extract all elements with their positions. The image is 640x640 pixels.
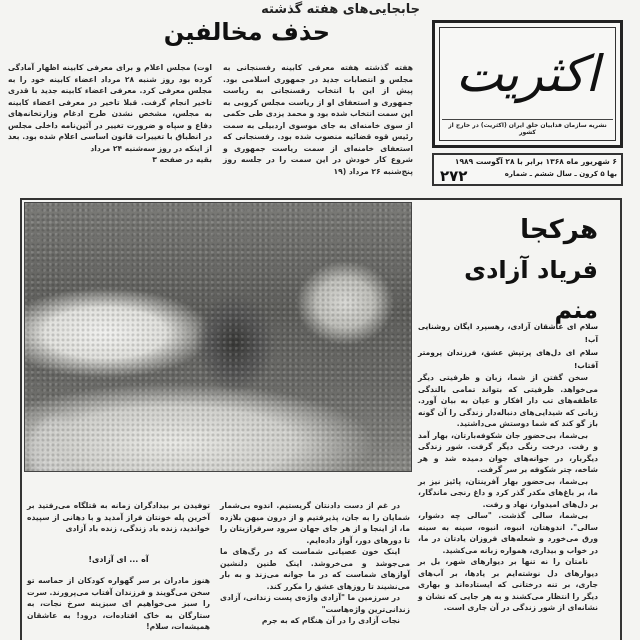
- feature-exclamation: آه ... ای آزادی!: [88, 555, 149, 564]
- feature-left-column-a: [27, 500, 210, 535]
- paragraph: سخن گفتن از شما، زبان و ظرفیتی دیگر می‌خواهد. ظرفیتی که بتواند تمامی بالندگی عاطفه‌های تب دار افکار و عیان به بیان آورد. زبانی که شیدایی‌های دنباله‌دار زندگی را آن گونه باز گو کند که شما دوستش می‌داشتید.: [418, 373, 598, 428]
- dateline-date: ۶ شهریور ماه ۱۳۶۸ برابر با ۲۸ آگوست ۱۹۸۹: [454, 157, 617, 166]
- article-column-2: [8, 62, 212, 166]
- photo-grain: [25, 203, 411, 471]
- issue-number: ۲۷۲: [440, 167, 468, 185]
- feature-title-line-1: هرکجا: [520, 215, 598, 245]
- article-column-1: [223, 62, 413, 177]
- paragraph: نامتان را نه تنها بر دیوارهای شهر، بل بر دیوارهای دل نوشته‌ایم بر یادها، بر آب‌های جاری، بر تنه درختانی که ایستاده‌اند و بهاری دیگر را انتظار می‌کشند و به هر جایی که نشان و نشانه‌ای از شور زندگی در آن جاری است.: [418, 557, 598, 612]
- paragraph: بی‌شما، سالی گذشت. "سالی چه دشوار، سالی". اندوهتان، انبوه، انبوه، سینه به سینه ورق می‌خورد و شعله‌های فروزان یادتان در ما، در خواب و بیداری، همواره زبانه می‌کشید.: [418, 511, 598, 555]
- paragraph: اینک خون عصیانی شماست که در رگ‌های ما می‌جوشد و می‌خروشد. اینک طنین دلنشین آوازهای شماست که در ما جوانه می‌زند و به بار می‌نشیند تا روزهای عشق را مکرر کند.: [220, 547, 410, 591]
- masthead: [432, 20, 623, 148]
- feature-middle-column: [220, 500, 410, 627]
- paragraph: هنوز مادران بر سر گهواره کودکان از حماسه تو سخن می‌گویند و فرزندان آفتاب می‌پرورند. سرت را سبز می‌خواهیم ای سبزینه سرخ نجات، به ستارگان به خاک افتاده‌ات، درود! به عاشقان همیشه‌ات، سلام!: [27, 576, 210, 631]
- paragraph: بی‌شما، بی‌حضور بهار آفرینتان، پائیز نیز بر ما، بر باغ‌های مکدر گذر کرد و داغ رنجی ماندگار، بر دل‌های امیدوار، نهاد و رفت.: [418, 476, 598, 509]
- feature-salutation: [418, 320, 598, 372]
- masthead-subtitle: نشریه سازمان فداییان خلق ایران (اکثریت) در خارج از کشور: [442, 119, 613, 136]
- feature-left-column-b: [27, 575, 210, 633]
- salutation-line-1: سلام ای عاشقان آزادی، رهسپرد ایگان روشنایی آب!: [418, 322, 598, 344]
- newspaper-logo: اکثریت: [455, 45, 600, 103]
- continued-note: بقیه در صفحه ۳: [152, 155, 212, 164]
- article-headline: حذف مخالفین: [163, 18, 330, 46]
- paragraph: بی‌شما، بی‌حضور جان شکوفه‌بارتان، بهار آمد و رفت. درخت رنگی دیگر گرفت. شور زندگی دیگربار، در جوانه‌های جوان دمیده شد و هر شاخه، چتر شکوفه بر سر گرفت.: [418, 430, 598, 474]
- paragraph: توفیدن بر بیدادگران زمانه به قتلگاه می‌رفتید بر آخرین پله خونتان فراز آمدید و با دهانی از سپیده خواندید، زنده باد زندگی، زنده باد آزادی: [27, 501, 210, 533]
- article-column-1-text: هفته گذشته هفته معرفی کابینه رفسنجانی به مجلس و انتصابات جدید در جمهوری اسلامی بود. پیش از این با انتخاب رفسنجانی به ریاست جمهوری و استعفای او از ریاست مجلس کروبی به این سمت انتخاب شده بود و محمد یزدی طی حکمی از سوی خامنه‌ای به جای موسوی اردبیلی به سمت رئیس قوه قضائیه منصوب شده بود. رفسنجانی که استعفای خامنه‌ای از سمت ریاست جمهوری و شروع کار خودش در این سمت را در جلسه روز پنج‌شنبه ۲۶ مرداد (۱۹: [223, 63, 413, 176]
- article-column-2-text: اوت) مجلس اعلام و برای معرفی کابینه اظهار آمادگی کرده بود روز شنبه ۲۸ مرداد اعضاء کابینه خود را به مجلس معرفی کرد. معرفی اعضاء کابینه جدید با قدری تاخیر انجام گرفت. قبلا تاخیر در معرفی اعضاء کابینه به مجلس، مشخص نشدن طرح ادغام وزارتخانه‌های دفاع و سپاه و ضرورت تغییر در آئین‌نامه داخلی مجلس در انطباق با تغییرات قانون اساسی اعلام شده بود. بعد از اینکه در روز سه‌شنبه ۲۴ مرداد: [8, 63, 212, 153]
- paragraph: در غم از دست دادنتان گریستیم. اندوه بی‌شمار شمایان را به جان، پذیرفتیم و از درون میهن بلازده ما، از اینجا و از هر جای جهان سرود سرفرازیتان را تا دورهای دور، آواز داده‌ایم.: [220, 501, 410, 545]
- paragraph: نجات آزادی را در آن هنگام که به جرم: [261, 616, 400, 625]
- feature-photo: [24, 202, 412, 472]
- masthead-inner-border: [439, 27, 616, 141]
- salutation-line-2: سلام ای دل‌های پرتپش عشق، فرزندان پرومتر آفتاب!: [418, 348, 598, 370]
- dateline-price-year: بها ۵ کرون ـ سال ششم ـ شماره: [504, 170, 617, 178]
- feature-title: [420, 210, 598, 330]
- dateline-box: [432, 153, 623, 186]
- feature-title-line-2: فریاد آزادی منم: [464, 256, 598, 324]
- article-kicker: جابجایی‌های هفته گذشته: [261, 2, 420, 17]
- paragraph: در سرزمین ما "آزادی واژه‌ی پست زندانی، آزادی زندانی‌ترین واژه‌هاست": [220, 593, 410, 614]
- feature-right-column: [418, 372, 598, 614]
